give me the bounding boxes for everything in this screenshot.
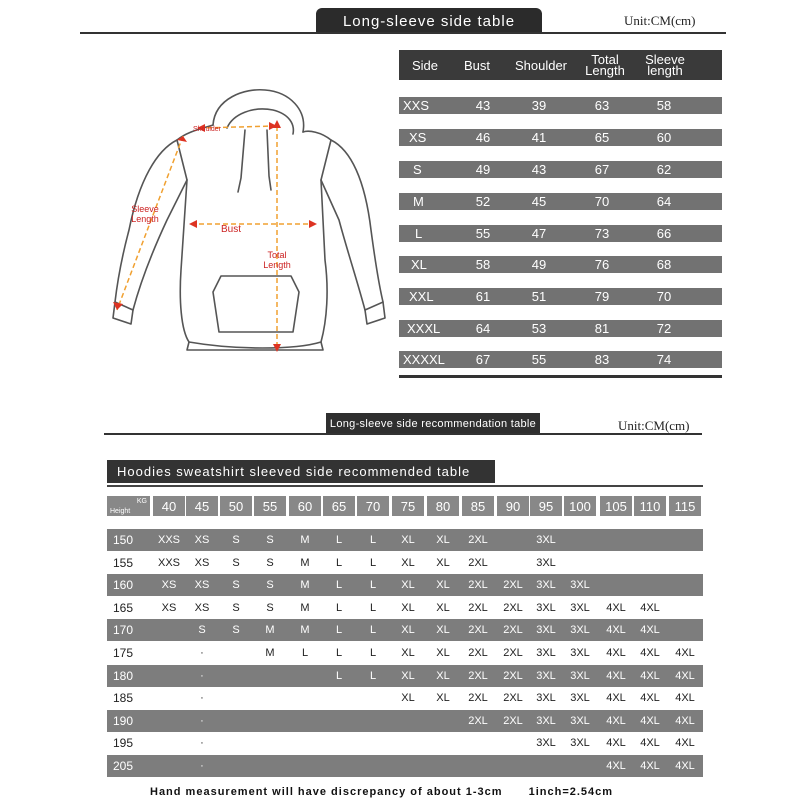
size-recommendation-cell: XL	[436, 534, 450, 546]
size-recommendation-cell: 3XL	[570, 624, 590, 637]
size-row	[399, 256, 722, 273]
size-recommendation-cell: ·	[200, 760, 204, 772]
size-recommendation-cell: 2XL	[503, 669, 523, 682]
size-recommendation-cell: 3XL	[570, 647, 590, 659]
size-cell: S	[413, 162, 422, 177]
col-shoulder: Shoulder	[514, 57, 568, 73]
size-recommendation-cell: 3XL	[536, 714, 556, 727]
weight-header-cell: 115	[669, 496, 701, 516]
size-recommendation-cell: 2XL	[503, 647, 523, 659]
size-recommendation-cell: 4XL	[606, 737, 626, 750]
height-weight-corner	[107, 496, 150, 516]
section-divider	[104, 433, 702, 435]
size-row	[399, 129, 722, 146]
size-recommendation-cell: 2XL	[468, 624, 488, 637]
height-cell: 165	[113, 600, 134, 615]
size-cell: 47	[531, 226, 547, 241]
size-recommendation-cell: L	[335, 534, 343, 546]
size-recommendation-cell: 3XL	[570, 714, 590, 727]
size-recommendation-cell: XL	[401, 647, 415, 659]
weight-header-cell: 100	[564, 496, 596, 516]
size-recommendation-cell: 3XL	[536, 624, 556, 637]
size-recommendation-cell: XL	[436, 624, 450, 637]
size-cell: 70	[656, 289, 672, 304]
size-recommendation-cell: 3XL	[536, 556, 556, 569]
height-cell: 185	[113, 691, 134, 706]
size-recommendation-cell: S	[266, 534, 274, 546]
size-recommendation-cell: XXS	[157, 534, 180, 546]
size-recommendation-cell: L	[369, 647, 377, 659]
size-recommendation-cell: L	[335, 601, 343, 614]
discrepancy-note: Hand measurement will have discrepancy of about 1-3cm	[150, 786, 503, 798]
size-recommendation-cell: XXS	[157, 556, 180, 569]
size-recommendation-cell: 2XL	[468, 669, 488, 682]
size-recommendation-cell: 4XL	[606, 647, 626, 659]
size-cell: 64	[475, 321, 491, 336]
size-cell: 63	[594, 98, 610, 113]
recommendation-row	[107, 710, 703, 732]
height-cell: 175	[113, 646, 134, 660]
size-recommendation-cell: 3XL	[536, 579, 556, 592]
size-recommendation-cell: 2XL	[503, 579, 523, 592]
size-row	[399, 288, 722, 305]
size-recommendation-cell: S	[266, 556, 274, 569]
height-cell: 150	[113, 533, 134, 547]
size-recommendation-cell: 3XL	[536, 601, 556, 614]
size-recommendation-cell: XL	[436, 556, 450, 569]
size-recommendation-cell: M	[300, 534, 310, 546]
height-label: Height	[110, 508, 131, 515]
size-cell: 49	[475, 162, 491, 177]
size-recommendation-cell: 2XL	[468, 579, 488, 592]
size-cell: 66	[656, 226, 672, 241]
size-cell: 73	[594, 226, 610, 241]
size-recommendation-cell: S	[232, 624, 240, 637]
size-table-title: Long-sleeve side table	[316, 8, 542, 34]
size-row	[399, 193, 722, 210]
size-recommendation-cell: 3XL	[570, 579, 590, 592]
size-recommendation-cell: 3XL	[570, 669, 590, 682]
unit-label: Unit:CM(cm)	[624, 13, 696, 28]
size-recommendation-cell: 3XL	[570, 692, 590, 705]
size-recommendation-cell: 2XL	[468, 601, 488, 614]
weight-header-cell: 85	[462, 496, 494, 516]
size-recommendation-cell: M	[265, 624, 275, 637]
recommendation-row	[107, 619, 703, 641]
size-recommendation-cell: 4XL	[675, 647, 695, 659]
recommendation-table-title: Hoodies sweatshirt sleeved side recommended table	[107, 460, 495, 483]
size-cell: 70	[594, 194, 610, 209]
size-recommendation-cell: XL	[401, 579, 415, 592]
size-recommendation-cell: M	[300, 624, 310, 637]
height-cell: 170	[113, 623, 134, 638]
size-row	[399, 97, 722, 114]
size-cell: 60	[656, 130, 672, 145]
size-recommendation-cell: 4XL	[675, 737, 695, 750]
size-recommendation-cell: L	[335, 579, 343, 592]
col-bust: Bust	[463, 57, 490, 73]
size-recommendation-cell: M	[300, 579, 310, 592]
size-recommendation-cell: 4XL	[640, 737, 660, 750]
size-recommendation-cell: L	[369, 624, 377, 637]
size-recommendation-cell: ·	[200, 647, 204, 659]
header-divider	[80, 32, 726, 34]
size-recommendation-cell: 3XL	[536, 692, 556, 705]
size-recommendation-cell: L	[335, 669, 343, 682]
size-recommendation-cell: XL	[436, 601, 450, 614]
weight-header-cell: 70	[357, 496, 389, 516]
size-recommendation-cell: XL	[401, 556, 415, 569]
weight-header-cell: 55	[254, 496, 286, 516]
size-recommendation-cell: 4XL	[640, 624, 660, 637]
measurement-note	[150, 786, 670, 798]
size-recommendation-cell: 4XL	[606, 669, 626, 682]
total-length-label: Total Length	[263, 250, 291, 270]
size-cell: M	[413, 194, 424, 209]
size-recommendation-cell: S	[232, 579, 240, 592]
recommendation-row	[107, 597, 703, 619]
size-cell: XS	[409, 130, 427, 145]
recommendation-row	[107, 755, 703, 777]
col-total-length: Total Length	[585, 52, 625, 78]
hoodie-diagram	[95, 80, 395, 360]
size-cell: 45	[531, 194, 547, 209]
size-cell: 53	[531, 321, 547, 336]
size-recommendation-cell: XL	[401, 601, 415, 614]
size-cell: 74	[656, 352, 672, 367]
size-recommendation-cell: 3XL	[570, 601, 590, 614]
recommendation-row	[107, 687, 703, 709]
size-recommendation-cell: XL	[436, 647, 450, 659]
col-sleeve-length: Sleeve length	[645, 52, 685, 78]
weight-header-cell: 105	[600, 496, 632, 516]
size-recommendation-cell: 4XL	[640, 601, 660, 614]
size-row	[399, 351, 722, 368]
size-recommendation-cell: 4XL	[675, 714, 695, 727]
size-recommendation-cell: ·	[200, 692, 204, 705]
size-cell: L	[415, 226, 423, 241]
size-cell: 83	[594, 352, 610, 367]
size-recommendation-cell: L	[369, 601, 377, 614]
weight-header-cell: 80	[427, 496, 459, 516]
size-recommendation-cell: XL	[436, 579, 450, 592]
size-cell: 64	[656, 194, 672, 209]
size-cell: XXL	[409, 289, 434, 304]
size-cell: 55	[531, 352, 547, 367]
sleeve-length-label: Sleeve Length	[131, 204, 159, 224]
size-cell: 43	[531, 162, 547, 177]
size-recommendation-cell: L	[369, 579, 377, 592]
size-recommendation-cell: XL	[401, 692, 415, 705]
recommendation-row	[107, 574, 703, 596]
size-recommendation-cell: XS	[161, 579, 177, 592]
size-recommendation-cell: S	[266, 601, 274, 614]
size-cell: 62	[656, 162, 672, 177]
size-recommendation-cell: 3XL	[536, 669, 556, 682]
size-cell: 61	[475, 289, 491, 304]
size-recommendation-cell: 2XL	[503, 624, 523, 637]
size-recommendation-cell: XS	[161, 601, 177, 614]
kg-label: KG	[136, 498, 147, 505]
size-cell: 76	[594, 257, 610, 272]
size-recommendation-cell: ·	[200, 669, 204, 682]
height-cell: 190	[113, 713, 134, 728]
weight-header-cell: 40	[153, 496, 185, 516]
size-recommendation-cell: 2XL	[468, 714, 488, 727]
size-recommendation-cell: 4XL	[675, 669, 695, 682]
size-recommendation-cell: S	[232, 556, 240, 569]
size-recommendation-cell: 3XL	[536, 647, 556, 659]
weight-header-cell: 50	[220, 496, 252, 516]
size-recommendation-cell: 4XL	[606, 624, 626, 637]
weight-header-cell: 110	[634, 496, 666, 516]
size-cell: 67	[475, 352, 491, 367]
weight-header-cell: 45	[186, 496, 218, 516]
size-cell: 46	[475, 130, 491, 145]
size-row	[399, 320, 722, 337]
size-cell: 55	[475, 226, 491, 241]
size-recommendation-cell: 3XL	[570, 737, 590, 750]
size-recommendation-cell: 4XL	[640, 714, 660, 727]
size-cell: XXS	[403, 98, 430, 113]
recommendation-row	[107, 529, 703, 551]
size-recommendation-cell: S	[266, 579, 274, 592]
weight-header-cell: 60	[289, 496, 321, 516]
size-cell: 39	[531, 98, 547, 113]
size-recommendation-cell: 4XL	[640, 647, 660, 659]
recommendation-row	[107, 642, 703, 664]
size-recommendation-cell: XL	[436, 692, 450, 705]
size-cell: 43	[475, 98, 491, 113]
size-recommendation-cell: XS	[194, 556, 210, 569]
size-recommendation-cell: 4XL	[606, 760, 626, 772]
size-recommendation-cell: 2XL	[468, 534, 488, 546]
size-table-bottom-rule	[399, 375, 722, 378]
col-side: Side	[411, 57, 439, 73]
size-recommendation-cell: XL	[401, 624, 415, 637]
weight-header-cell: 95	[530, 496, 562, 516]
size-recommendation-cell: XL	[401, 534, 415, 546]
size-cell: 81	[594, 321, 610, 336]
size-recommendation-cell: 4XL	[640, 692, 660, 705]
height-cell: 195	[113, 736, 134, 751]
size-recommendation-cell: 4XL	[675, 760, 695, 772]
size-recommendation-cell: M	[265, 647, 275, 659]
size-recommendation-cell: S	[198, 624, 206, 637]
size-cell: 51	[531, 289, 547, 304]
size-recommendation-cell: 3XL	[536, 534, 556, 546]
recommendation-row	[107, 732, 703, 754]
size-recommendation-cell: 2XL	[468, 692, 488, 705]
size-recommendation-cell: L	[369, 669, 377, 682]
size-recommendation-cell: 4XL	[640, 760, 660, 772]
shoulder-label: Shoulder	[193, 126, 222, 133]
recommendation-row	[107, 665, 703, 687]
height-cell: 205	[113, 759, 134, 773]
size-row	[399, 161, 722, 178]
size-recommendation-cell: L	[369, 534, 377, 546]
weight-header-cell: 65	[323, 496, 355, 516]
size-recommendation-cell: S	[232, 534, 240, 546]
size-cell: 68	[656, 257, 672, 272]
size-recommendation-cell: M	[300, 601, 310, 614]
weight-header-cell: 75	[392, 496, 424, 516]
size-cell: 67	[594, 162, 610, 177]
size-recommendation-cell: XS	[194, 534, 210, 546]
size-cell: XXXL	[407, 321, 441, 336]
size-recommendation-cell: L	[335, 556, 343, 569]
size-recommendation-cell: L	[301, 647, 309, 659]
size-cell: XL	[411, 257, 427, 272]
size-recommendation-cell: L	[335, 624, 343, 637]
recommendation-row	[107, 552, 703, 574]
size-recommendation-cell: M	[300, 556, 310, 569]
inch-conversion-note: 1inch=2.54cm	[528, 786, 614, 798]
size-cell: 52	[475, 194, 491, 209]
size-recommendation-cell: ·	[200, 714, 204, 727]
size-cell: 49	[531, 257, 547, 272]
size-recommendation-cell: L	[369, 556, 377, 569]
size-cell: 65	[594, 130, 610, 145]
size-table-header	[399, 50, 722, 80]
unit-label-secondary: Unit:CM(cm)	[618, 418, 690, 433]
height-cell: 160	[113, 578, 134, 593]
recommendation-title-pill: Long-sleeve side recommendation table	[326, 413, 540, 435]
weight-header-cell: 90	[497, 496, 529, 516]
size-recommendation-cell: 3XL	[536, 737, 556, 750]
size-recommendation-cell: XL	[401, 669, 415, 682]
size-recommendation-cell: 2XL	[468, 647, 488, 659]
size-recommendation-cell: 2XL	[468, 556, 488, 569]
recommendation-title-rule	[107, 485, 703, 487]
size-cell: 41	[531, 130, 547, 145]
size-recommendation-cell: S	[232, 601, 240, 614]
size-cell: 58	[475, 257, 491, 272]
bust-label: Bust	[221, 224, 242, 235]
size-recommendation-cell: ·	[200, 737, 204, 750]
size-recommendation-cell: 2XL	[503, 601, 523, 614]
size-row	[399, 225, 722, 242]
size-cell: XXXXL	[403, 352, 445, 367]
size-recommendation-cell: XS	[194, 601, 210, 614]
size-recommendation-cell: 2XL	[503, 714, 523, 727]
size-recommendation-cell: 4XL	[606, 601, 626, 614]
size-recommendation-cell: L	[335, 647, 343, 659]
size-recommendation-cell: 4XL	[675, 692, 695, 705]
size-recommendation-cell: 4XL	[606, 714, 626, 727]
height-cell: 155	[113, 555, 134, 570]
size-cell: 58	[656, 98, 672, 113]
size-recommendation-cell: XS	[194, 579, 210, 592]
size-cell: 79	[594, 289, 610, 304]
size-recommendation-cell: 4XL	[606, 692, 626, 705]
size-recommendation-cell: 4XL	[640, 669, 660, 682]
size-cell: 72	[656, 321, 672, 336]
height-cell: 180	[113, 668, 134, 683]
size-recommendation-cell: 2XL	[503, 692, 523, 705]
size-recommendation-cell: XL	[436, 669, 450, 682]
